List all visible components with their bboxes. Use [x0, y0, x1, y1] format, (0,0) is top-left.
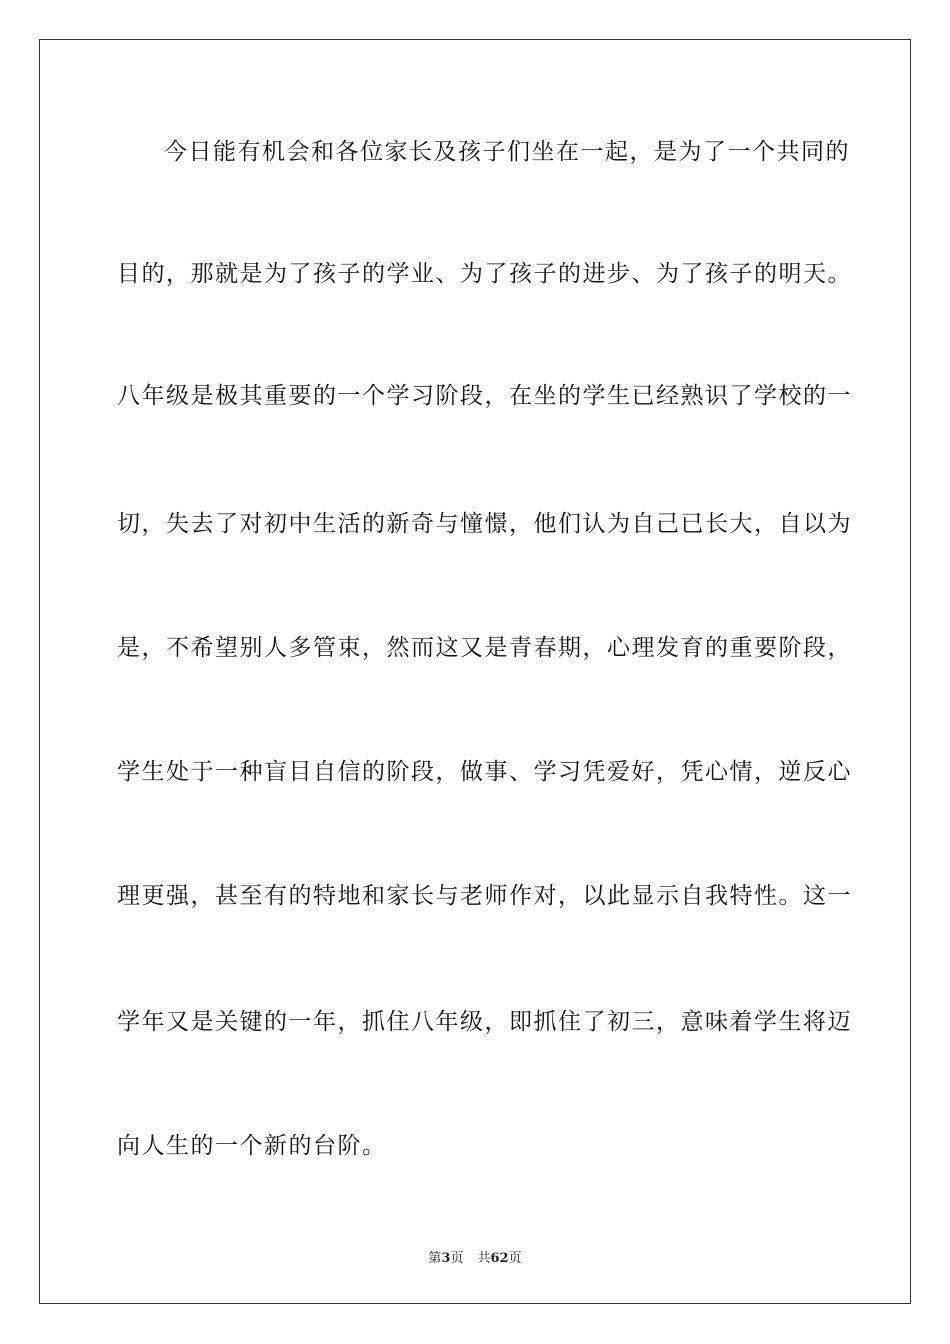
- total-pages: 62: [490, 1251, 509, 1266]
- paragraph-line-4: 切，失去了对初中生活的新奇与憧憬，他们认为自己已长大，自以为: [117, 511, 852, 537]
- paragraph-line-6: 学生处于一种盲目自信的阶段，做事、学习凭爱好，凭心情，逆反心: [117, 759, 852, 785]
- paragraph-line-5: 是，不希望别人多管束，然而这又是青春期，心理发育的重要阶段，: [117, 635, 852, 661]
- paragraph-line-9: 向人生的一个新的台阶。: [117, 1133, 387, 1159]
- total-prefix: 共: [477, 1251, 491, 1266]
- page-suffix: 页: [450, 1251, 464, 1266]
- page-number: 3: [441, 1251, 451, 1266]
- paragraph-line-8: 学年又是关键的一年，抓住八年级，即抓住了初三，意味着学生将迈: [117, 1009, 852, 1035]
- page-footer: [0, 1247, 950, 1266]
- paragraph-line-2: 目的，那就是为了孩子的学业、为了孩子的进步、为了孩子的明天。: [117, 261, 852, 287]
- total-suffix: 页: [508, 1251, 522, 1266]
- paragraph-line-7: 理更强，甚至有的特地和家长与老师作对，以此显示自我特性。这一: [117, 883, 852, 909]
- paragraph-line-1: 今日能有机会和各位家长及孩子们坐在一起，是为了一个共同的: [164, 139, 850, 165]
- page-prefix: 第: [428, 1251, 442, 1266]
- page-border: [39, 39, 911, 1304]
- paragraph-line-3: 八年级是极其重要的一个学习阶段，在坐的学生已经熟识了学校的一: [117, 383, 852, 409]
